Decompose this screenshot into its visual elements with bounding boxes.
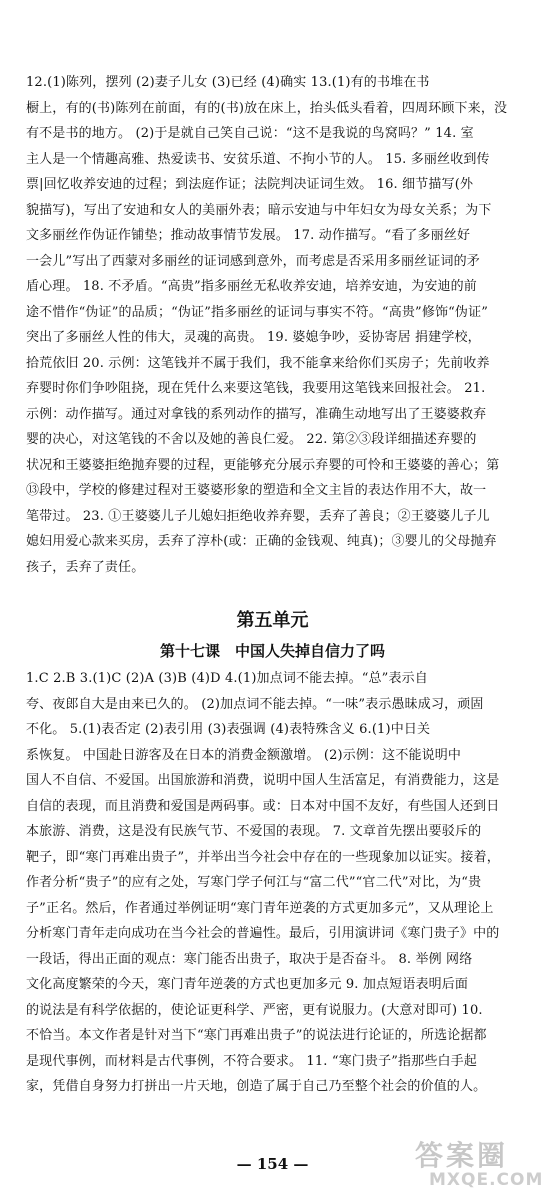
text-line: 弃婴时你们争吵阻挠，现在凭什么来要这笔钱，我要用这笔钱来回报社会。 21. — [26, 381, 486, 396]
text-line: 夸、夜郎自大是由来已久的。 (2)加点词不能去掉。“一味”表示愚昧成习，顽固 — [26, 696, 484, 712]
text-line: 拾荒依旧 20. 示例：这笔钱并不属于我们，我不能拿来给你们买房子；先前收养 — [26, 355, 490, 371]
watermark-site-text: MXQE.COM — [429, 1170, 544, 1190]
text-line: 不恰当。本文作者是针对当下“寒门再难出贵子”的说法进行论证的，所选论据都 — [26, 1028, 487, 1043]
text-line: 自信的表现，而且消费和爱国是两码事。或：日本对中国不友好，有些国人还到日 — [26, 798, 500, 814]
text-line: 是现代事例，而材料是古代事例，不符合要求。 11. “寒门贵子”指那些白手起 — [26, 1053, 477, 1069]
answers-lesson-17 — [26, 666, 526, 1100]
text-line: 作者分析“贵子”的应有之处，写寒门学子何江与“富二代”“官二代”对比，为“贵 — [26, 875, 482, 890]
text-line: 文多丽丝作伪证作铺垫；推动故事情节发展。 17. 动作描写。“看了多丽丝好 — [26, 228, 471, 243]
lesson-title: 第十七课 中国人失掉自信力了吗 — [159, 642, 385, 660]
text-line: 票|回忆收养安迪的过程；到法庭作证；法院判决证词生效。 16. 细节描写(外 — [26, 177, 474, 192]
text-line: 途不惜作“伪证”的品质；“伪证”指多丽丝的证词与事实不符。“高贵”修饰“伪证” — [26, 304, 489, 320]
text-line: 一会儿”写出了西蒙对多丽丝的证词感到意外，而考虑是否采用多丽丝证词的矛 — [26, 253, 480, 269]
text-line: 1.C 2.B 3.(1)C (2)A (3)B (4)D 4.(1)加点词不能去掉。“总”表示自 — [26, 671, 428, 686]
text-line: 12.(1)陈列，摆列 (2)妻子儿女 (3)已经 (4)确实 13.(1)有的书堆在书 — [26, 75, 430, 90]
text-line: 状况和王婆婆拒绝抛弃婴的过程，更能够充分展示弃婴的可怜和王婆婆的善心；第 — [26, 457, 500, 473]
watermark-logo — [411, 1134, 544, 1194]
text-line: 文化高度繁荣的今天，寒门青年逆袭的方式也更加多元 9. 加点短语表明后面 — [26, 977, 469, 992]
text-line: ⑬段中，学校的修建过程对王婆婆形象的塑造和全文主旨的表达作用不大，故一 — [26, 483, 487, 498]
text-line: 家，凭借自身努力打拼出一片天地，创造了属于自己乃至整个社会的价值的人。 — [26, 1079, 487, 1094]
text-line: 笔带过。 23. ①王婆婆儿子儿媳妇拒绝收养弃婴，丢弃了善良；②王婆婆儿子儿 — [26, 508, 490, 524]
text-line: 的说法是有科学依据的，使论证更科学、严密，更有说服力。(大意对即可) 10. — [26, 1002, 483, 1018]
text-line: 突出了多丽丝人性的伟大，灵魂的高贵。 19. 婆媳争吵，妥协寄居 捐建学校， — [26, 330, 481, 345]
text-line: 靶子，即“寒门再难出贵子”，并举出当今社会中存在的一些现象加以证实。接着， — [26, 849, 500, 865]
text-line: 婴的决心，对这笔钱的不舍以及她的善良仁爱。 22. 第②③段详细描述弃婴的 — [26, 432, 477, 447]
text-line: 国人不自信、不爱国。出国旅游和消费，说明中国人生活富足，有消费能力，这是 — [26, 773, 500, 788]
text-line: 橱上，有的(书)陈列在前面，有的(书)放在床上，抬头低头看着，四周环顾下来，没 — [26, 100, 508, 116]
text-line: 系恢复。 中国赴日游客及在日本的消费金额激增。 (2)示例：这不能说明中 — [26, 747, 462, 763]
text-line: 媳妇用爱心款来买房，丢弃了淳朴(或：正确的金钱观、纯真)；③婴儿的父母抛弃 — [26, 534, 497, 549]
text-line: 不化。 5.(1)表否定 (2)表引用 (3)表强调 (4)表特殊含义 6.(1)中日关 — [26, 722, 431, 737]
unit-title: 第五单元 — [236, 610, 309, 631]
text-line: 一段话，得出正面的观点：寒门能否出贵子，取决于是否奋斗。 8. 举例 网络 — [26, 951, 473, 967]
text-line: 貌描写)，写出了安迪和女人的美丽外表；暗示安迪与中年妇女为母女关系；为下 — [26, 202, 492, 218]
text-line: 孩子，丢弃了责任。 — [26, 559, 145, 575]
text-line: 有不是书的地方。 (2)于是就自己笑自己说：“这不是我说的鸟窝吗？” 14. 室 — [26, 126, 474, 141]
text-line: 盾心理。 18. 不矛盾。“高贵”指多丽丝无私收养安迪，培养安迪，为安迪的前 — [26, 279, 477, 294]
text-line: 示例：动作描写。通过对拿钱的系列动作的描写，准确生动地写出了王婆婆救弃 — [26, 406, 487, 422]
text-line: 分析寒门青年走向成功在当今社会的普遍性。最后，引用演讲词《寒门贵子》中的 — [26, 926, 500, 941]
watermark-main-text: 答案圈 — [415, 1139, 509, 1172]
text-line: 子”正名。然后，作者通过举例证明“寒门青年逆袭的方式更加多元”，又从理论上 — [26, 900, 494, 916]
text-line: 主人是一个情趣高雅、热爱读书、安贫乐道、不拘小节的人。 15. 多丽丝收到传 — [26, 151, 490, 167]
text-line: 本旅游、消费，这是没有民族气节、不爱国的表现。 7. 文章首先摆出要驳斥的 — [26, 824, 482, 839]
answers-previous-unit — [26, 70, 526, 580]
page-number: — 154 — — [236, 1155, 309, 1173]
